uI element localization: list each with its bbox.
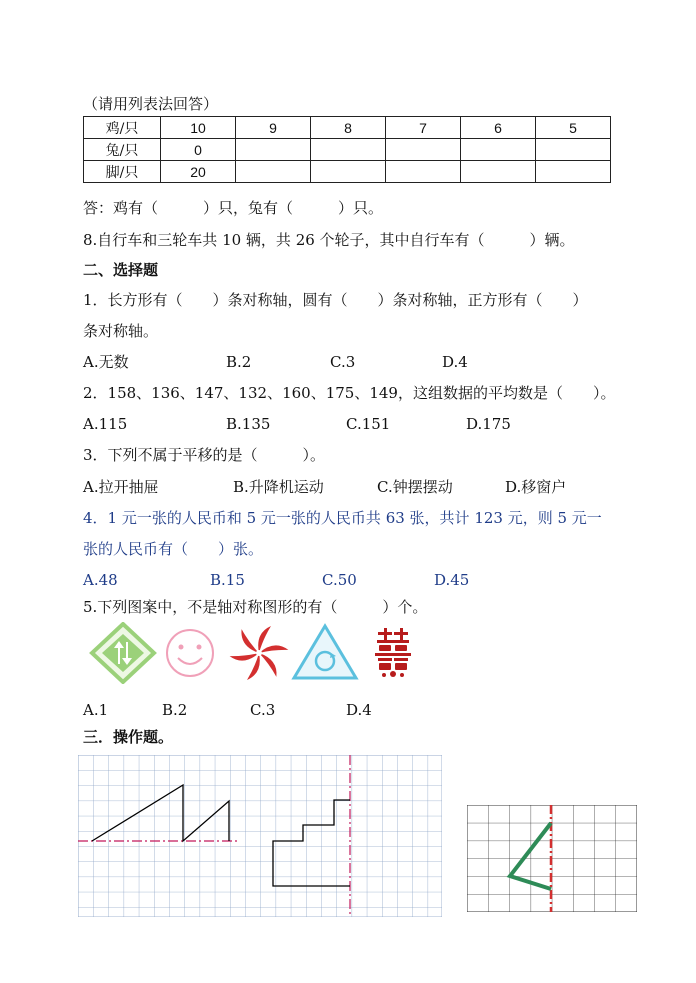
option-b: B.2 xyxy=(162,701,188,719)
table-cell[interactable] xyxy=(461,161,536,183)
table-cell: 7 xyxy=(386,117,461,139)
option-a: A.115 xyxy=(83,415,128,433)
option-d: D.4 xyxy=(346,701,372,719)
option-a: A.拉开抽屉 xyxy=(83,478,159,496)
row-label: 鸡/只 xyxy=(84,117,161,139)
table-cell: 8 xyxy=(311,117,386,139)
smiley-face-icon xyxy=(167,630,213,676)
section2-title: 二、选择题 xyxy=(83,261,159,279)
grid-drawing-left xyxy=(78,755,442,917)
option-c: C.3 xyxy=(250,701,276,719)
chicken-rabbit-table xyxy=(83,116,611,183)
recycle-triangle-icon xyxy=(294,626,356,678)
option-a: A.48 xyxy=(83,571,118,589)
option-b: B.15 xyxy=(210,571,245,589)
option-b: B.升降机运动 xyxy=(233,478,324,496)
table-cell[interactable] xyxy=(386,161,461,183)
table-cell[interactable] xyxy=(536,139,611,161)
table-cell[interactable] xyxy=(386,139,461,161)
table-cell[interactable] xyxy=(461,139,536,161)
table-cell[interactable] xyxy=(536,161,611,183)
table-row xyxy=(84,139,611,161)
question-5-line-1: 5.下列图案中，不是轴对称图形的有（ ）个。 xyxy=(83,598,428,616)
question-2-line-1: 2．158、136、147、132、160、175、149，这组数据的平均数是（ ）。 xyxy=(83,384,616,402)
option-c: C.3 xyxy=(330,353,356,371)
table-cell: 5 xyxy=(536,117,611,139)
table-row xyxy=(84,161,611,183)
table-cell[interactable] xyxy=(236,139,311,161)
option-c: C.50 xyxy=(322,571,357,589)
question-3-line-1: 3．下列不属于平移的是（ ）。 xyxy=(83,446,326,464)
question-4-line-2: 张的人民币有（ ）张。 xyxy=(83,540,264,558)
q7-note: （请用列表法回答） xyxy=(83,95,219,113)
symmetry-figures xyxy=(88,622,418,684)
q7-answer: 答：鸡有（ ）只，兔有（ ）只。 xyxy=(83,199,384,217)
option-d: D.45 xyxy=(434,571,470,589)
q8-text: 8.自行车和三轮车共 10 辆，共 26 个轮子，其中自行车有（ ）辆。 xyxy=(83,231,575,249)
question-1-line-1: 1．长方形有（ ）条对称轴，圆有（ ）条对称轴，正方形有（ ） xyxy=(83,291,588,309)
option-d: D.移窗户 xyxy=(505,478,567,496)
section3-title: 三．操作题。 xyxy=(83,728,174,746)
table-cell[interactable] xyxy=(311,161,386,183)
diamond-arrows-icon xyxy=(92,624,154,682)
pinwheel-icon xyxy=(230,626,289,680)
table-cell: 0 xyxy=(161,139,236,161)
row-label: 兔/只 xyxy=(84,139,161,161)
option-b: B.2 xyxy=(226,353,252,371)
question-1-line-2: 条对称轴。 xyxy=(83,322,159,340)
table-cell[interactable] xyxy=(311,139,386,161)
double-happiness-icon xyxy=(374,628,412,678)
option-d: D.4 xyxy=(442,353,468,371)
table-row xyxy=(84,117,611,139)
question-4-line-1: 4．1 元一张的人民币和 5 元一张的人民币共 63 张，共计 123 元，则 5 元一 xyxy=(83,509,602,527)
option-a: A.1 xyxy=(83,701,109,719)
option-d: D.175 xyxy=(466,415,511,433)
option-c: C.钟摆摆动 xyxy=(377,478,453,496)
option-c: C.151 xyxy=(346,415,391,433)
option-b: B.135 xyxy=(226,415,271,433)
option-a: A.无数 xyxy=(83,353,129,371)
grid-drawing-right xyxy=(467,805,637,912)
row-label: 脚/只 xyxy=(84,161,161,183)
table-cell: 20 xyxy=(161,161,236,183)
table-cell[interactable] xyxy=(236,161,311,183)
table-cell: 6 xyxy=(461,117,536,139)
table-cell: 9 xyxy=(236,117,311,139)
table-cell: 10 xyxy=(161,117,236,139)
